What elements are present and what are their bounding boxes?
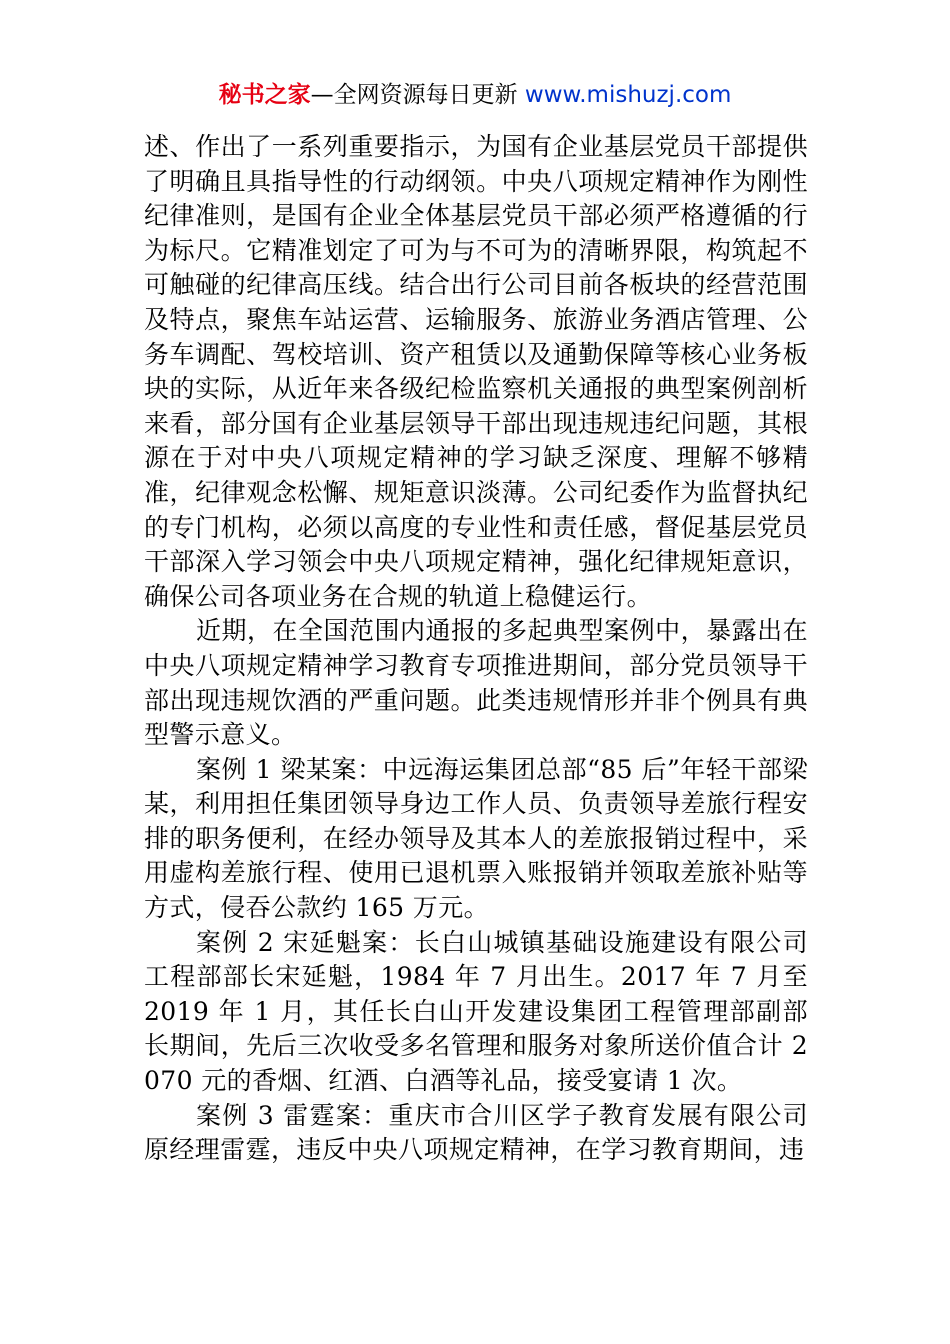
paragraph-case-3: 案例 3 雷霆案：重庆市合川区学子教育发展有限公司原经理雷霆，违反中央八项规定精神，在学习教育期间，违: [144, 1100, 808, 1165]
paragraph-case-2: 案例 2 宋延魁案：长白山城镇基础设施建设有限公司工程部部长宋延魁，1984 年 7 月出生。2017 年 7 月至 2019 年 1 月，其任长白山开发建设集团工程管理部副部长期间，先后三次收受多名管理和服务对象所送价值合计 2070 元的香烟、红酒、白酒等礼品，接受宴请 1 次。: [144, 927, 808, 1096]
page-header: [0, 78, 950, 112]
paragraph-intro: 述、作出了一系列重要指示，为国有企业基层党员干部提供了明确且具指导性的行动纲领。中央八项规定精神作为刚性纪律准则，是国有企业全体基层党员干部必须严格遵循的行为标尺。它精准划定了可为与不可为的清晰界限，构筑起不可触碰的纪律高压线。结合出行公司目前各板块的经营范围及特点，聚焦车站运营、运输服务、旅游业务酒店管理、公务车调配、驾校培训、资产租赁以及通勤保障等核心业务板块的实际，从近年来各级纪检监察机关通报的典型案例剖析来看，部分国有企业基层领导干部出现违规违纪问题，其根源在于对中央八项规定精神的学习缺乏深度、理解不够精准，纪律观念松懈、规矩意识淡薄。公司纪委作为监督执纪的专门机构，必须以高度的专业性和责任感，督促基层党员干部深入学习领会中央八项规定精神，强化纪律规矩意识，确保公司各项业务在合规的轨道上稳健运行。: [144, 132, 808, 611]
site-url-link[interactable]: www.mishuzj.com: [524, 82, 732, 108]
site-brand: 秘书之家: [218, 82, 311, 108]
paragraph-case-1: 案例 1 梁某案：中远海运集团总部“85 后”年轻干部梁某，利用担任集团领导身边工作人员、负责领导差旅行程安排的职务便利，在经办领导及其本人的差旅报销过程中，采用虚构差旅行程、使用已退机票入账报销并领取差旅补贴等方式，侵吞公款约 165 万元。: [144, 754, 808, 923]
paragraph-recent-cases: 近期，在全国范围内通报的多起典型案例中，暴露出在中央八项规定精神学习教育专项推进期间，部分党员领导干部出现违规饮酒的严重问题。此类违规情形并非个例具有典型警示意义。: [144, 616, 808, 750]
site-tagline: —全网资源每日更新: [310, 82, 518, 108]
document-body: [144, 130, 808, 1168]
